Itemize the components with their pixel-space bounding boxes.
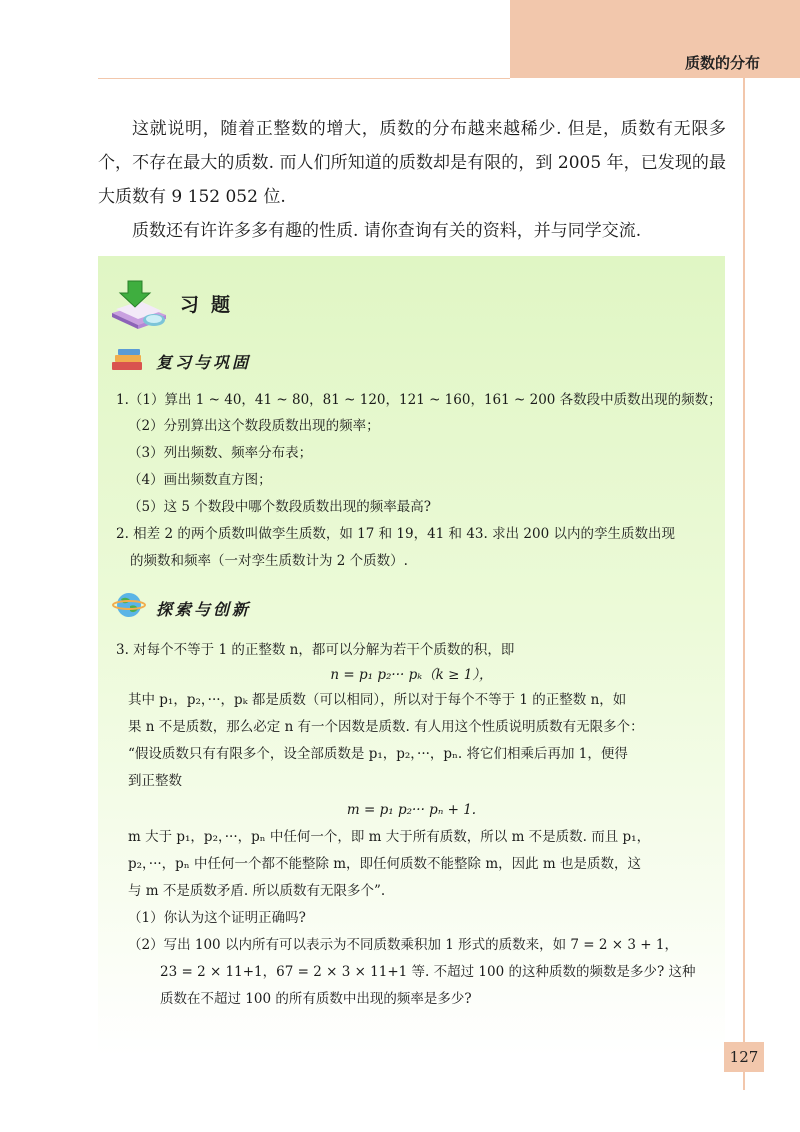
formula-n: n = p₁ p₂··· pₖ（k ≥ 1）， xyxy=(330,667,493,683)
explore-line-8: m 大于 p₁，p₂，···，pₙ 中任何一个，即 m 大于所有质数，所以 m 不是质数. 而且 p₁， xyxy=(128,829,651,845)
review-line-5: （5）这 5 个数段中哪个数段质数出现的频率最高? xyxy=(128,499,431,515)
side-rule xyxy=(743,78,745,1090)
explore-line-5: “假设质数只有有限多个，设全部质数是 p₁，p₂，···，pₙ. 将它们相乘后再加 1，便得 xyxy=(128,746,628,762)
explore-line-14: 质数在不超过 100 的所有质数中出现的频率是多少? xyxy=(160,991,472,1007)
review-line-3: （3）列出频数、频率分布表； xyxy=(128,445,313,461)
explore-section-title: 探索与创新 xyxy=(156,600,252,619)
review-line-4: （4）画出频数直方图； xyxy=(128,472,272,488)
intro-paragraph-2: 质数还有许许多多有趣的性质. 请你查询有关的资料，并与同学交流. xyxy=(132,221,642,241)
explore-line-13: 23 = 2 × 11+1，67 = 2 × 3 × 11+1 等. 不超过 100 的这种质数的频数是多少? 这种 xyxy=(160,964,696,980)
review-line-2: （2）分别算出这个数段质数出现的频率； xyxy=(128,418,380,434)
explore-line-1: 3. 对每个不等于 1 的正整数 n，都可以分解为若干个质数的积，即 xyxy=(116,642,515,658)
explore-line-11: （1）你认为这个证明正确吗? xyxy=(128,910,306,926)
intro-text xyxy=(98,112,726,248)
explore-line-10: 与 m 不是质数矛盾. 所以质数有无限多个”. xyxy=(128,883,386,899)
explore-line-12: （2）写出 100 以内所有可以表示为不同质数乘积加 1 形式的质数来，如 7 = 2 × 3 + 1， xyxy=(128,937,678,953)
page-number: 127 xyxy=(724,1042,764,1072)
review-line-7: 的频数和频率（一对孪生质数计为 2 个质数）. xyxy=(130,553,408,569)
globe-icon xyxy=(112,590,146,620)
exercise-book-icon xyxy=(108,275,170,333)
header-rule xyxy=(98,78,510,79)
formula-m: m = p₁ p₂··· pₙ + 1. xyxy=(346,802,477,818)
chapter-title: 质数的分布 xyxy=(684,54,760,72)
exercise-title: 习题 xyxy=(180,294,243,316)
intro-paragraph-1: 这就说明，随着正整数的增大，质数的分布越来越稀少. 但是，质数有无限多个，不存在最大的质数. 而人们所知道的质数却是有限的，到 2005 年，已发现的最大质数有 9 152 052 位. xyxy=(98,119,726,207)
review-line-6: 2. 相差 2 的两个质数叫做孪生质数，如 17 和 19，41 和 43. 求出 200 以内的孪生质数出现 xyxy=(116,526,675,542)
explore-line-3: 其中 p₁，p₂，···，pₖ 都是质数（可以相同），所以对于每个不等于 1 的正整数 n，如 xyxy=(128,692,627,708)
review-section-title: 复习与巩固 xyxy=(156,353,252,372)
explore-line-4: 果 n 不是质数，那么必定 n 有一个因数是质数. 有人用这个性质说明质数有无限多个： xyxy=(128,719,644,735)
books-icon xyxy=(110,346,146,374)
explore-line-9: p₂，···，pₙ 中任何一个都不能整除 m，即任何质数不能整除 m，因此 m 也是质数，这 xyxy=(128,856,642,872)
explore-line-6: 到正整数 xyxy=(128,773,182,789)
review-line-1: 1.（1）算出 1 ~ 40，41 ~ 80，81 ~ 120，121 ~ 160，161 ~ 200 各数段中质数出现的频数； xyxy=(116,392,722,408)
